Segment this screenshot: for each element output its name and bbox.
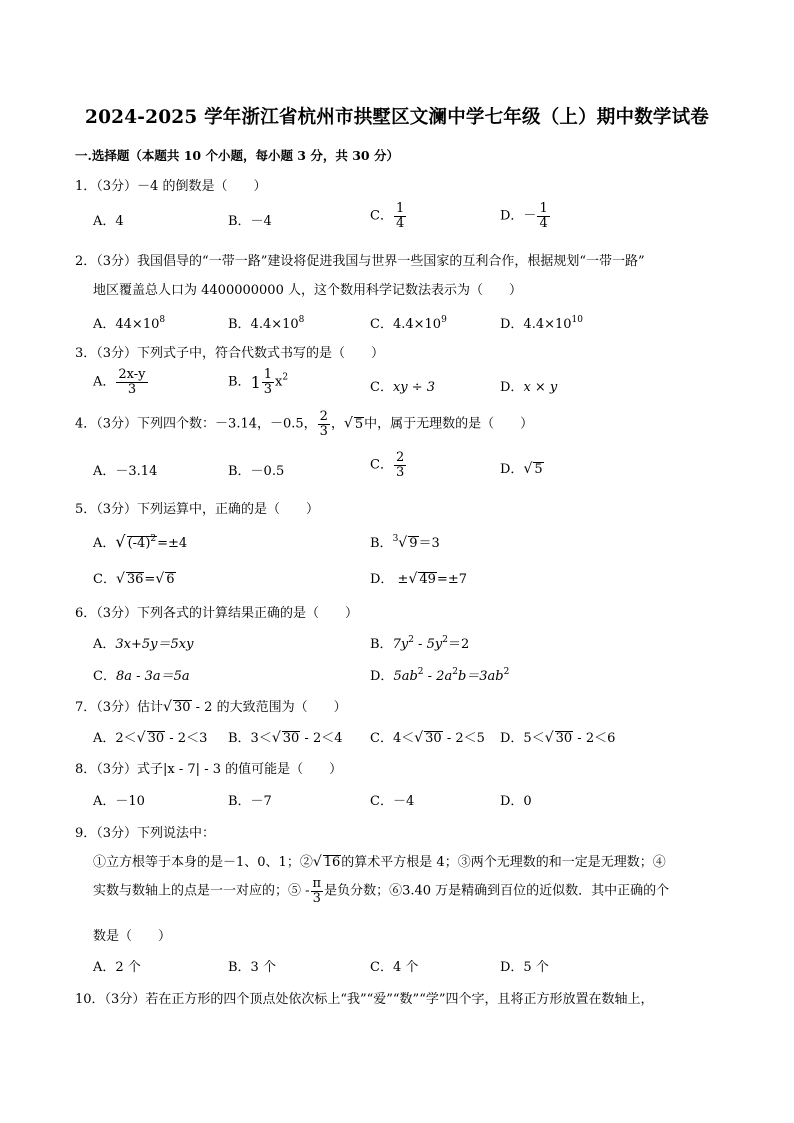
q5-option-c: C．√ 36=√ 6 [93,571,175,587]
q8-option-a: A．－10 [93,794,145,809]
q4-option-a: A．－3.14 [93,464,158,479]
q2-option-c: C．$4.4\times 10^9$ [370,315,447,332]
q2-option-b: B．$4.4\times 10^8$ [228,315,305,332]
q6-option-c: C．8a - 3a＝5a [93,669,190,684]
fraction: $\frac{1}{4}$ [539,201,548,231]
q6-option-b: B．$7y^2 - 5y^2=2$ [370,635,470,652]
question-9-line2: 实数与数轴上的点是一一对应的；⑤ - $\frac{\pi}{3}$ 是负分数；⑥3.40 万是精确到百位的近似数．其中正确的个 [93,876,670,906]
q8-option-d: D．0 [500,794,532,809]
q1-option-b: B．－4 [228,214,272,229]
q3-option-d: D．x × y [500,380,558,395]
question-1-stem: 1．（3分）－4 的倒数是（ ） [75,179,267,194]
question-4-stem: 4．（3分）下列四个数：－3.14，－0.5， $\frac{2}{3}$ ，√ 5中，属于无理数的是（ ） [75,409,534,439]
fraction: $\frac{2x-y}{3}$ [118,367,146,397]
q3-option-c: C．xy ÷ 3 [370,380,436,395]
q9-option-d: D．5 个 [500,960,549,975]
question-10-stem: 10．（3分）若在正方形的四个顶点处依次标上“我”“爱”“数”“学”四个字，且将正方形放置在数轴上， [75,992,654,1007]
radical-sign: √ [343,415,353,432]
question-8-stem: 8．（3分）式子|x - 7| - 3 的值可能是（ ） [75,762,343,777]
q1-option-c: C． $\frac{1}{4}$ [370,201,405,231]
question-2-stem-line1: 2．（3分）我国倡导的“一带一路”建设将促进我国与世界一些国家的互利合作，根据规划“一带一路” [75,254,645,269]
q1-option-d: D．－ $\frac{1}{4}$ [500,201,548,231]
question-5-stem: 5．（3分）下列运算中，正确的是（ ） [75,502,320,517]
q3-option-a: A． $\frac{2x-y}{3}$ [93,367,146,397]
q5-option-a: A．√ $(-4)^2=\pm 4$ [93,532,188,551]
section-heading: 一.选择题（本题共 10 个小题，每小题 3 分，共 30 分） [75,148,399,163]
q6-option-d: D．$5ab^2 - 2a^2b=3ab^2$ [370,667,510,684]
q7-option-a: A．2＜√ 30 - 2＜3 [93,730,208,746]
fraction: $\frac{1}{4}$ [395,201,405,231]
question-9-line1: ①立方根等于本身的是－1、0、1；②√ 16的算术平方根是 4；③两个无理数的和一定是无理数；④ [93,854,666,870]
q1-option-a: A．4 [93,214,124,229]
question-2-stem-line2: 地区覆盖总人口为 4400000000 人，这个数用科学记数法表示为（ ） [93,283,522,298]
q9-option-c: C．4 个 [370,960,419,975]
q7-option-c: C．4＜√ 30 - 2＜5 [370,730,485,746]
page-title: 2024-2025 学年浙江省杭州市拱墅区文澜中学七年级（上）期中数学试卷 [85,107,709,128]
q9-option-a: A．2 个 [93,960,141,975]
fraction: $\frac{1}{3}$ [263,367,273,397]
q8-option-b: B．－7 [228,794,272,809]
q2-option-d: D．$4.4\times 10^{10}$ [500,315,583,332]
fraction: $\frac{2}{3}$ [395,450,405,480]
question-9-stem: 9．（3分）下列说法中： [75,826,216,841]
q2-option-a: A．$44\times 10^8$ [93,315,166,332]
question-6-stem: 6．（3分）下列各式的计算结果正确的是（ ） [75,606,359,621]
q6-option-a: A．3x+5y＝5xy [93,637,194,652]
q9-option-b: B．3 个 [228,960,276,975]
q5-option-d: D． ±√ 49=±7 [370,571,467,587]
fraction: $\frac{2}{3}$ [319,409,328,439]
q4-option-c: C． $\frac{2}{3}$ [370,450,405,480]
q8-option-c: C．－4 [370,794,415,809]
q4-option-d: D．√ 5 [500,461,543,477]
q5-option-b: B．$^3$√ 9＝3 [370,534,440,551]
question-3-stem: 3．（3分）下列式子中，符合代数式书写的是（ ） [75,346,385,361]
fraction: $\frac{\pi}{3}$ [312,876,322,906]
q4-option-b: B．－0.5 [228,464,285,479]
question-9-line3: 数是（ ） [93,929,172,944]
q7-option-b: B．3＜√ 30 - 2＜4 [228,730,343,746]
question-7-stem: 7．（3分）估计√ 30 - 2 的大致范围为（ ） [75,699,347,715]
q7-option-d: D．5＜√ 30 - 2＜6 [500,730,616,746]
q3-option-b: B．1 $\frac{1}{3}$ $x^2$ [228,367,289,397]
